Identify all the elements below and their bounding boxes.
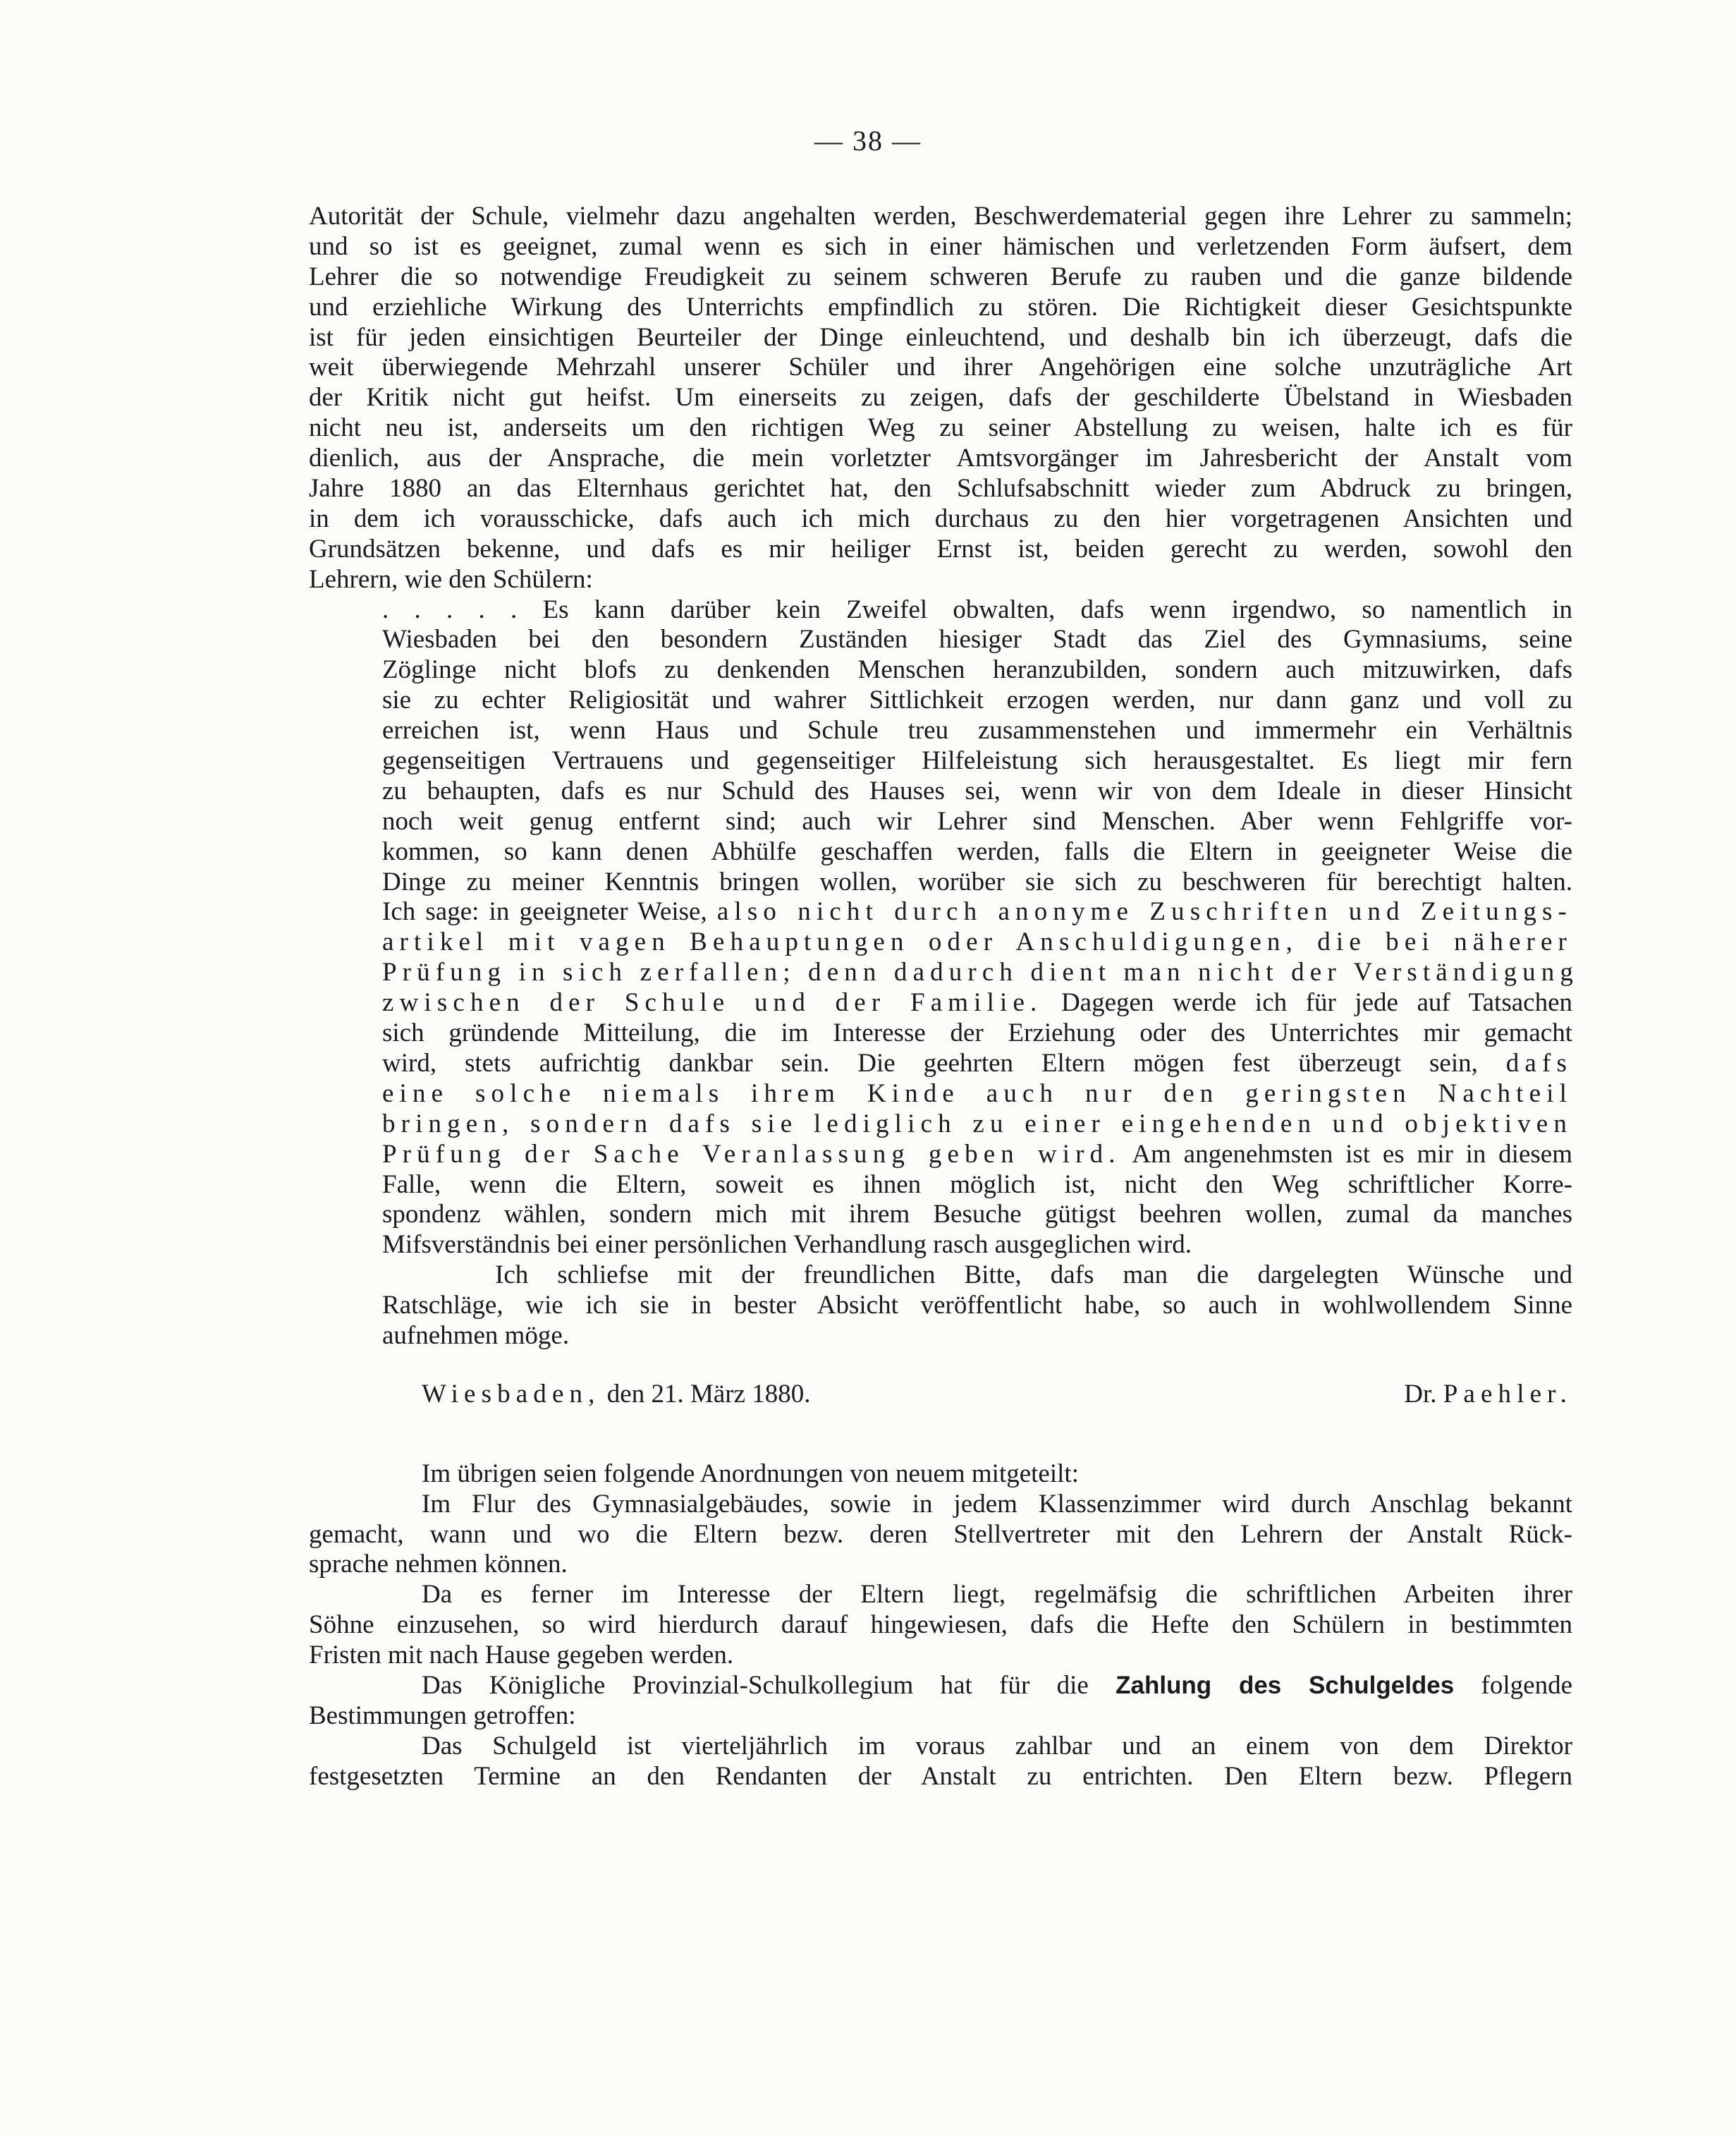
quote-line — [382, 1140, 1572, 1170]
quote-line: spondenz wählen, sondern mich mit ihrem Besuche gütigst beehren wollen, zumal da manches — [382, 1200, 1572, 1229]
text-line: der Kritik nicht gut heifst. Um einerseits zu zeigen, dafs der geschilderte Übelstand in Wiesbaden — [309, 383, 1572, 413]
quote-line — [382, 897, 1572, 927]
text-line: sprache nehmen können. — [309, 1550, 568, 1579]
quote-line: zu behaupten, dafs es nur Schuld des Hauses sei, wenn wir von dem Ideale in dieser Hinsicht — [382, 776, 1572, 805]
page-body — [309, 202, 1579, 1792]
author — [1404, 1380, 1572, 1410]
quote-line: noch weit genug entfernt sind; auch wir Lehrer sind Menschen. Aber wenn Fehlgriffe vor- — [382, 806, 1572, 836]
text-line: Fristen mit nach Hause gegeben werden. — [309, 1641, 734, 1670]
spaced-emphasis: zwischen der Schule und der Familie. — [382, 988, 1043, 1018]
text-line: Söhne einzusehen, so wird hierdurch darauf hingewiesen, dafs die Hefte den Schülern in bestimmten — [309, 1610, 1572, 1640]
signature-line — [309, 1380, 1572, 1410]
quote-line: sich gründende Mitteilung, die im Interesse der Erziehung oder des Unterrichtes mir gemacht — [382, 1018, 1572, 1048]
quote-line-spaced: Prüfung in sich zerfallen; denn dadurch dient man nicht der Verständigung — [382, 958, 1579, 987]
spaced-emphasis: Prüfung der Sache Veranlassung geben wird. — [382, 1139, 1121, 1169]
quote-line: Ich schliefse mit der freundlichen Bitte, dafs man die dargelegten Wünsche und — [495, 1260, 1572, 1290]
quote-line: aufnehmen möge. — [382, 1320, 570, 1350]
paragraph-introduction — [309, 202, 1572, 595]
text-line: Grundsätzen bekenne, und dafs es mir heiliger Ernst ist, beiden gerecht zu werden, sowohl den — [309, 534, 1572, 564]
quote-line-spaced: artikel mit vagen Behauptungen oder Anschuldigungen, die bei näherer — [382, 927, 1572, 957]
text-line: Bestimmungen getroffen: — [309, 1701, 576, 1730]
text-line: Autorität der Schule, vielmehr dazu angehalten werden, Beschwerdematerial gegen ihre Lehrer zu sammeln; — [309, 202, 1572, 231]
quote-line: kommen, so kann denen Abhülfe geschaffen werden, falls die Eltern in geeigneter Weise die — [382, 837, 1572, 866]
spaced-emphasis: dafs — [1505, 1048, 1572, 1078]
quote-line: . . . . . Es kann darüber kein Zweifel obwalten, dafs wenn irgendwo, so namentlich in — [382, 595, 1572, 624]
quoted-address — [309, 595, 1579, 1351]
quote-line: Ratschläge, wie ich sie in bester Absicht veröffentlicht habe, so auch in wohlwollendem Sinne — [382, 1291, 1572, 1320]
text-run: Das Königliche Provinzial-Schulkollegium hat für die — [422, 1670, 1089, 1700]
quote-line: Mifsverständnis bei einer persönlichen Verhandlung rasch ausgeglichen wird. — [382, 1230, 1192, 1260]
quote-text: Am angenehmsten ist es mir in diesem — [1132, 1139, 1572, 1169]
quote-line — [382, 988, 1572, 1018]
quote-line-spaced: eine solche niemals ihrem Kinde auch nur den geringsten Nachteil — [382, 1078, 1572, 1108]
place-date — [422, 1380, 811, 1410]
quote-line: erreichen ist, wenn Haus und Schule treu zusammenstehen und immermehr ein Verhältnis — [382, 716, 1572, 746]
quote-line — [382, 1049, 1572, 1079]
page-number: — 38 — — [814, 125, 922, 157]
text-line: ist für jeden einsichtigen Beurteiler der Dinge einleuchtend, und deshalb bin ich überzeugt, dafs die — [309, 322, 1572, 352]
text-line — [309, 1671, 1572, 1701]
quote-text: Ich sage: in geeigneter Weise, — [382, 897, 707, 927]
text-line: gemacht, wann und wo die Eltern bezw. deren Stellvertreter mit den Lehrern der Anstalt Rück- — [309, 1519, 1572, 1549]
text-line: Jahre 1880 an das Elternhaus gerichtet hat, den Schlufsabschnitt wieder zum Abdruck zu bringen, — [309, 474, 1572, 504]
author-title: Dr. — [1404, 1379, 1437, 1409]
bold-heading-inline: Zahlung des Schulgeldes — [1115, 1671, 1455, 1699]
text-line: weit überwiegende Mehrzahl unserer Schüler und ihrer Angehörigen eine solche unzuträgliche Art — [309, 353, 1572, 382]
date-text: den 21. März 1880. — [606, 1379, 811, 1409]
place-name: Wiesbaden, — [422, 1379, 601, 1409]
text-line: Das Schulgeld ist vierteljährlich im voraus zahlbar und an einem von dem Direktor — [422, 1731, 1572, 1760]
quote-line: sie zu echter Religiosität und wahrer Sittlichkeit erzogen werden, nur dann ganz und voll zu — [382, 686, 1572, 715]
quote-text: wird, stets aufrichtig dankbar sein. Die geehrten Eltern mögen fest überzeugt sein, — [382, 1048, 1478, 1078]
quote-line: Zöglinge nicht blofs zu denkenden Menschen heranzubilden, sondern auch mitzuwirken, dafs — [382, 655, 1572, 685]
quote-text: Dagegen werde ich für jede auf Tatsachen — [1060, 988, 1573, 1018]
text-run: folgende — [1481, 1670, 1572, 1700]
quote-line: Falle, wenn die Eltern, soweit es ihnen möglich ist, nicht den Weg schriftlicher Korre- — [382, 1169, 1572, 1199]
text-line: Da es ferner im Interesse der Eltern liegt, regelmäfsig die schriftlichen Arbeiten ihrer — [422, 1580, 1572, 1610]
text-line: Im übrigen seien folgende Anordnungen von neuem mitgeteilt: — [422, 1459, 1079, 1488]
text-line: und so ist es geeignet, zumal wenn es sich in einer hämischen und verletzenden Form äufsert, dem — [309, 231, 1572, 261]
author-name: Paehler. — [1443, 1379, 1572, 1409]
text-line: Im Flur des Gymnasialgebäudes, sowie in jedem Klassenzimmer wird durch Anschlag bekannt — [422, 1489, 1572, 1519]
text-line: dienlich, aus der Ansprache, die mein vorletzter Amtsvorgänger im Jahresbericht der Anstalt vom — [309, 444, 1572, 473]
text-line: in dem ich vorausschicke, dafs auch ich mich durchaus zu den hier vorgetragenen Ansichten und — [309, 504, 1572, 533]
text-line: festgesetzten Termine an den Rendanten der Anstalt zu entrichten. Den Eltern bezw. Pflegern — [309, 1761, 1572, 1791]
quote-line-spaced: bringen, sondern dafs sie lediglich zu einer eingehenden und objektiven — [382, 1109, 1572, 1138]
text-line: Lehrer die so notwendige Freudigkeit zu seinem schweren Berufe zu rauben und die ganze bildende — [309, 262, 1572, 291]
regulations-section — [309, 1459, 1572, 1792]
quote-line: Wiesbaden bei den besondern Zuständen hiesiger Stadt das Ziel des Gymnasiums, seine — [382, 625, 1572, 655]
quote-line: Dinge zu meiner Kenntnis bringen wollen, worüber sie sich zu beschweren für berechtigt halten. — [382, 867, 1572, 896]
text-line: und erziehliche Wirkung des Unterrichts empfindlich zu stören. Die Richtigkeit dieser Gesichtspunkte — [309, 292, 1572, 322]
text-line: Lehrern, wie den Schülern: — [309, 564, 593, 594]
text-line: nicht neu ist, anderseits um den richtigen Weg zu seiner Abstellung zu weisen, halte ich es für — [309, 413, 1572, 443]
spaced-emphasis: also nicht durch anonyme Zuschriften und Zeitungs- — [716, 897, 1572, 927]
quote-line: gegenseitigen Vertrauens und gegenseitiger Hilfeleistung sich herausgestaltet. Es liegt mir fern — [382, 746, 1572, 776]
